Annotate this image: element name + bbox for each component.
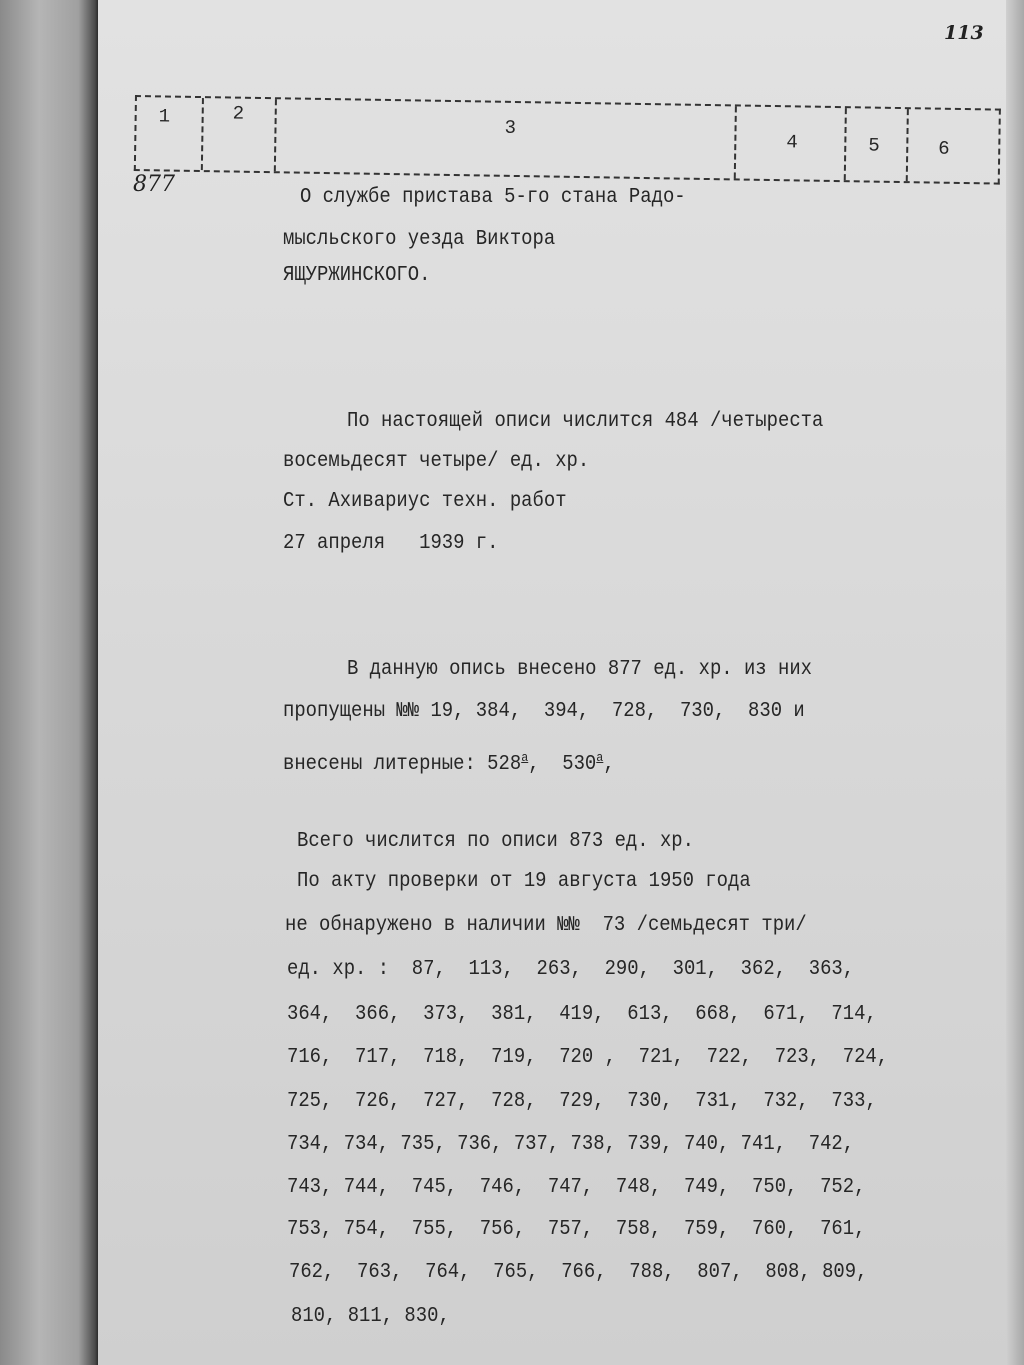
literal-suffix: а xyxy=(596,750,604,765)
column-divider xyxy=(844,108,847,180)
missing-numbers-row: 734, 734, 735, 736, 737, 738, 739, 740, 741, 742, xyxy=(287,1133,855,1156)
column-number: 2 xyxy=(232,102,245,125)
column-number: 6 xyxy=(938,137,950,160)
column-divider xyxy=(734,106,737,178)
column-number: 3 xyxy=(504,116,517,139)
column-number: 4 xyxy=(786,131,798,154)
audit-line: По акту проверки от 19 августа 1950 года xyxy=(297,870,751,893)
count-line: По настоящей описи числится 484 /четыреста xyxy=(347,410,824,433)
missing-numbers-row: ед. хр. : 87, 113, 263, 290, 301, 362, 363, xyxy=(287,958,855,981)
archivist-line: Ст. Ахивариус техн. работ xyxy=(283,490,567,513)
column-number: 5 xyxy=(868,134,880,157)
literal-number: 528 xyxy=(487,753,522,776)
column-divider xyxy=(274,99,277,171)
missing-line: не обнаружено в наличии №№ 73 /семьдесят три/ xyxy=(285,914,807,937)
literal-prefix: внесены литерные: xyxy=(283,753,488,776)
handwritten-item-number: 877 xyxy=(133,172,175,197)
title-line: О службе пристава 5-го стана Радо- xyxy=(300,186,686,209)
count-line: восемьдесят четыре/ ед. хр. xyxy=(283,450,590,473)
date-line: 27 апреля 1939 г. xyxy=(283,532,499,555)
binding-edge xyxy=(0,0,98,1365)
literal-suffix: а xyxy=(521,750,529,765)
missing-numbers-row: 762, 763, 764, 765, 766, 788, 807, 808, 809, xyxy=(289,1261,868,1284)
page-edge xyxy=(1006,0,1024,1365)
missing-numbers-row: 725, 726, 727, 728, 729, 730, 731, 732, 733, xyxy=(287,1090,877,1113)
column-divider xyxy=(201,98,204,170)
column-number: 1 xyxy=(158,105,171,128)
page-number: 113 xyxy=(944,22,984,44)
column-divider xyxy=(906,109,909,181)
missing-numbers-row: 753, 754, 755, 756, 757, 758, 759, 760, 761, xyxy=(287,1218,866,1241)
total-line: Всего числится по описи 873 ед. хр. xyxy=(297,830,694,853)
skipped-line: пропущены №№ 19, 384, 394, 728, 730, 830 и xyxy=(283,700,805,723)
literal-number: 530 xyxy=(562,753,597,776)
missing-numbers-row: 364, 366, 373, 381, 419, 613, 668, 671, 714, xyxy=(287,1003,877,1026)
missing-numbers-row: 810, 811, 830, xyxy=(291,1305,450,1328)
literal-line: внесены литерные: $528^а$, $530^а$, xyxy=(283,750,615,776)
missing-numbers-row: 743, 744, 745, 746, 747, 748, 749, 750, 752, xyxy=(287,1176,866,1199)
column-header-table xyxy=(134,95,1001,185)
entries-line: В данную опись внесено 877 ед. хр. из них xyxy=(347,658,813,681)
missing-numbers-row: 716, 717, 718, 719, 720 , 721, 722, 723, 724, xyxy=(287,1046,889,1069)
title-line: ЯЩУРЖИНСКОГО. xyxy=(283,264,431,287)
title-line: мысльского уезда Виктора xyxy=(283,228,556,251)
